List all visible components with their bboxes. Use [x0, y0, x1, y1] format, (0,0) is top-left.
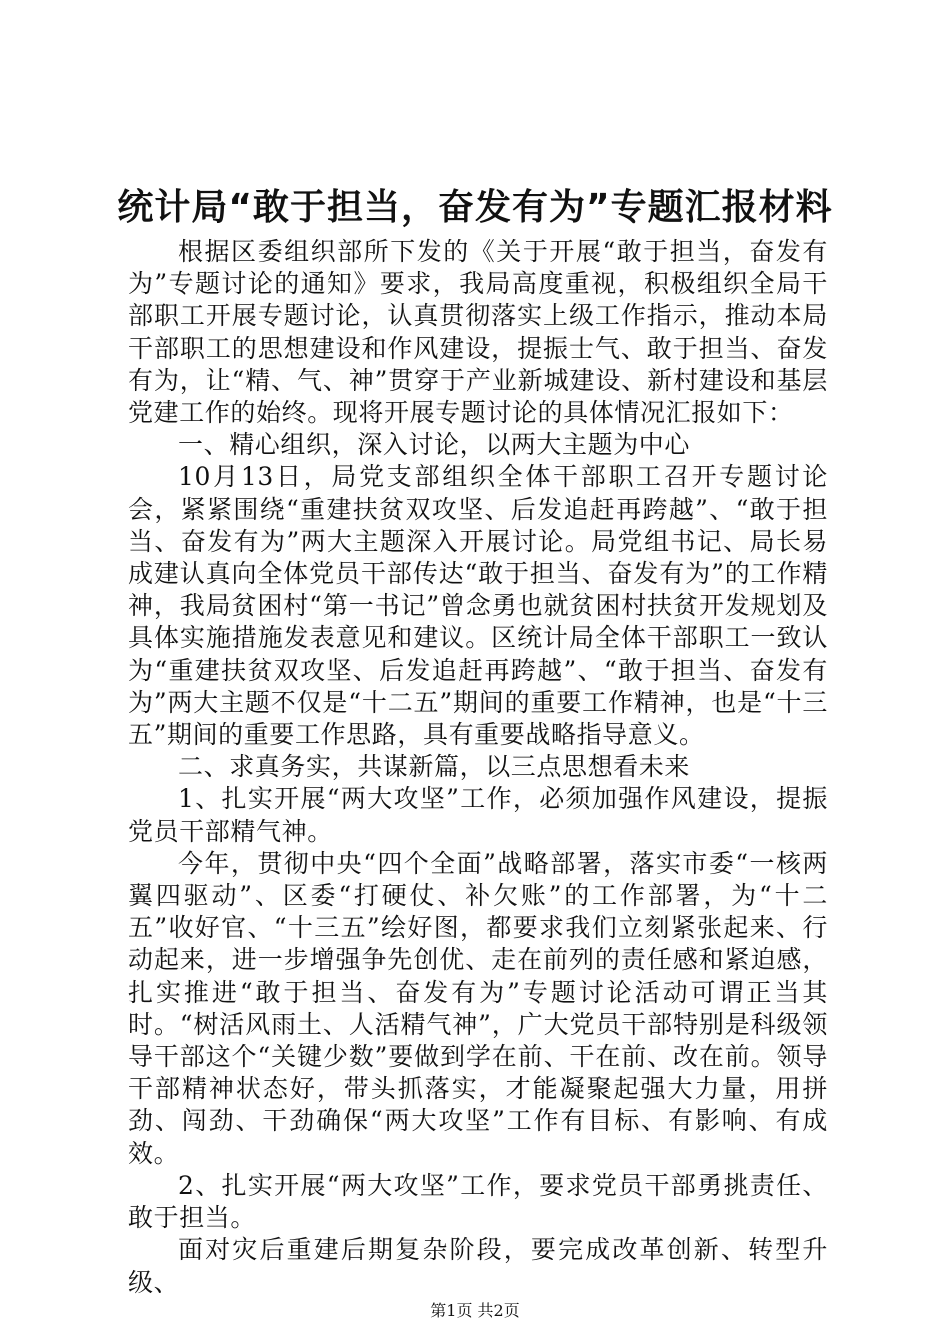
subheading-2: 2、扎实开展“两大攻坚”工作，要求党员干部勇挑责任、敢于担当。	[128, 1170, 828, 1233]
intro-paragraph: 根据区委组织部所下发的《关于开展“敢于担当，奋发有为”专题讨论的通知》要求，我局高度重视，积极组织全局干部职工开展专题讨论，认真贯彻落实上级工作指示，推动本局干部职工的思想建设和作风建设，提振士气、敢于担当、奋发有为，让“精、气、神”贯穿于产业新城建设、新村建设和基层党建工作的始终。现将开展专题讨论的具体情况汇报如下：	[128, 237, 828, 428]
section-heading-2: 二、求真务实，共谋新篇，以三点思想看未来	[178, 752, 691, 782]
subsection-2-paragraph: 面对灾后重建后期复杂阶段，要完成改革创新、转型升级、	[128, 1235, 828, 1297]
subsection-1-paragraph: 今年，贯彻中央“四个全面”战略部署，落实市委“一核两翼四驱动”、区委“打硬仗、补欠账”的工作部署，为“十二五”收好官、“十三五”绘好图，都要求我们立刻紧张起来、行动起来，进一步增强争先创优、走在前列的责任感和紧迫感，扎实推进“敢于担当、奋发有为”专题讨论活动可谓正当其时。“树活风雨土、人活精气神”，广大党员干部特别是科级领导干部这个“关键少数”要做到学在前、干在前、改在前。领导干部精神状态好，带头抓落实，才能凝聚起强大力量，用拼劲、闯劲、干劲确保“两大攻坚”工作有目标、有影响、有成效。	[128, 848, 828, 1168]
page-number: 第1页 共2页	[430, 1301, 520, 1320]
section-heading-1: 一、精心组织，深入讨论，以两大主题为中心	[178, 430, 691, 460]
subheading-1: 1、扎实开展“两大攻坚”工作，必须加强作风建设，提振党员干部精气神。	[128, 784, 828, 846]
document-title: 统计局“敢于担当，奋发有为”专题汇报材料	[117, 187, 833, 228]
section-1-paragraph: 10月13日，局党支部组织全体干部职工召开专题讨论会，紧紧围绕“重建扶贫双攻坚、后发追赶再跨越”、“敢于担当、奋发有为”两大主题深入开展讨论。局党组书记、局长易成建认真向全体党员干部传达“敢于担当、奋发有为”的工作精神，我局贫困村“第一书记”曾念勇也就贫困村扶贫开发规划及具体实施措施发表意见和建议。区统计局全体干部职工一致认为“重建扶贫双攻坚、后发追赶再跨越”、“敢于担当、奋发有为”两大主题不仅是“十二五”期间的重要工作精神，也是“十三五”期间的重要工作思路，具有重要战略指导意义。	[128, 462, 828, 750]
document-body	[128, 236, 828, 1299]
